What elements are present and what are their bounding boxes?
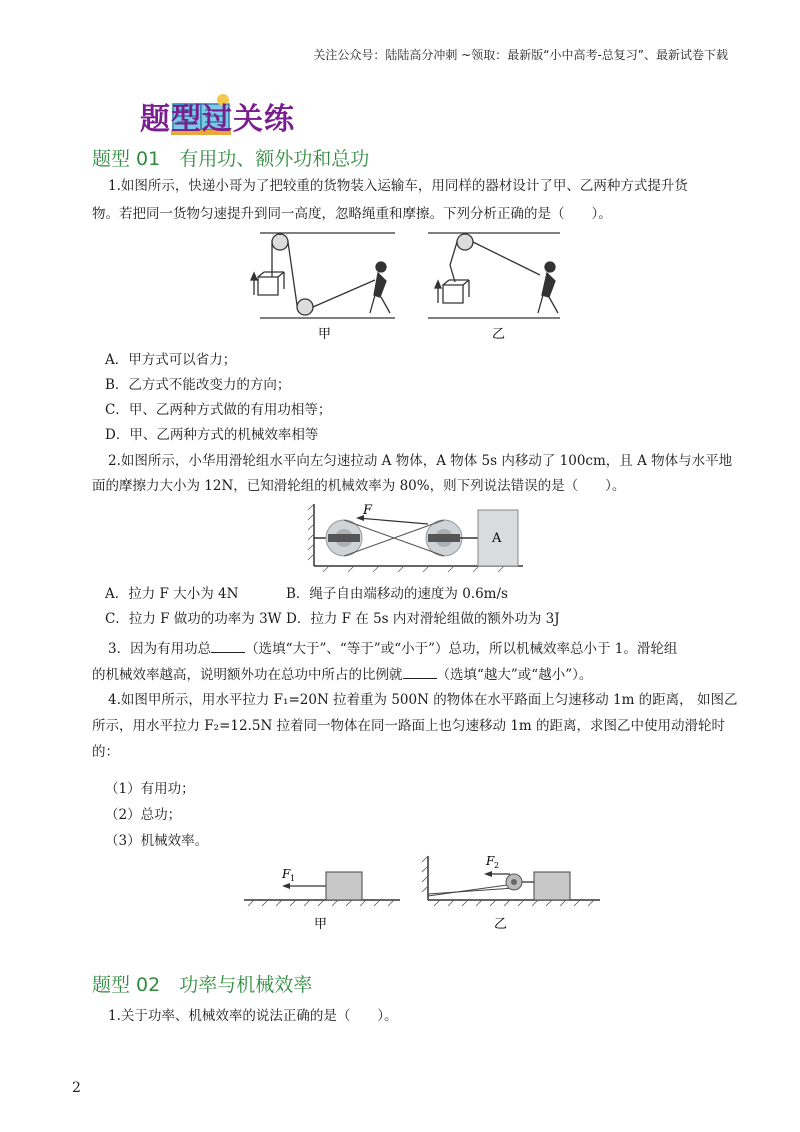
q4-label-jia: 甲 <box>314 917 328 932</box>
q3-blank-2[interactable] <box>403 664 437 679</box>
q1-option-a: A．甲方式可以省力； <box>105 352 237 368</box>
q4-f1-sub: 1 <box>290 874 296 883</box>
q2-line1: 2.如图所示，小华用滑轮组水平向左匀速拉动 A 物体，A 物体 5s 内移动了 100cm，且 A 物体与水平地 <box>108 453 733 469</box>
q1-line1: 1.如图所示，快递小哥为了把较重的货物装入运输车，用同样的器材设计了甲、乙两种方式提升货 <box>108 178 688 194</box>
page-number: 2 <box>72 1080 81 1096</box>
q4-f2-sub: 2 <box>494 861 500 870</box>
pulley-figure-q1 <box>250 225 570 350</box>
section-title-2: 题型 02 功率与机械效率 <box>92 974 313 996</box>
q1-option-b: B．乙方式不能改变力的方向； <box>105 377 291 393</box>
q3-part1: 3．因为有用功总 <box>108 641 212 657</box>
force-figure-q4 <box>240 852 610 934</box>
q4-f1-label: F <box>282 867 291 881</box>
q3-part2: （选填“大于”、“等于”或“小于”）总功，所以机械效率总小于 1。滑轮组 <box>245 641 678 657</box>
q3-line2a: 的机械效率越高，说明额外功在总功中所占的比例就 <box>92 667 403 683</box>
q1-line2: 物。若把同一货物匀速提升到同一高度，忽略绳重和摩擦。下列分析正确的是（ ）。 <box>92 206 612 222</box>
q5-line1: 1.关于功率、机械效率的说法正确的是（ ）。 <box>108 1008 398 1024</box>
banner-title: 题型过关练 <box>140 102 295 137</box>
figure-yi <box>428 233 560 318</box>
q4-sub2: （2）总功； <box>105 807 182 823</box>
page-header: 关注公众号：陆陆高分冲刺 ~领取：最新版“小中高考-总复习”、最新试卷下载 <box>313 48 728 62</box>
q2-option-b: B．绳子自由端移动的速度为 0.6m/s <box>286 586 508 602</box>
q2-line2: 面的摩擦力大小为 12N，已知滑轮组的机械效率为 80%，则下列说法错误的是（ ）。 <box>92 478 626 494</box>
q2-force-label: F <box>363 503 373 518</box>
q3-line2 <box>92 661 592 689</box>
q4-line3: 的： <box>92 744 119 760</box>
q2-option-d: D．拉力 F 在 5s 内对滑轮组做的额外功为 3J <box>286 611 560 627</box>
pulley-figure-q2 <box>308 500 528 575</box>
q4-f2-label: F <box>486 854 495 868</box>
q4-sub1: （1）有用功； <box>105 781 195 797</box>
q4-label-yi: 乙 <box>494 917 508 932</box>
q4-line2: 所示，用水平拉力 F₂=12.5N 拉着同一物体在同一路面上也匀速移动 1m 的距离，求图乙中使用动滑轮时 <box>92 718 726 734</box>
q3-line1 <box>108 635 677 663</box>
q1-option-c: C．甲、乙两种方式做的有用功相等； <box>105 402 332 418</box>
q4-sub3: （3）机械效率。 <box>105 833 209 849</box>
q3-blank-1[interactable] <box>211 638 245 653</box>
figure-label-yi: 乙 <box>492 327 506 342</box>
q2-block-label: A <box>492 531 502 546</box>
q2-option-c: C．拉力 F 做功的功率为 3W <box>105 611 282 627</box>
q3-line2b: （选填“越大”或“越小”）。 <box>436 667 593 683</box>
q1-option-d: D．甲、乙两种方式的机械效率相等 <box>105 427 319 443</box>
figure-jia <box>251 233 395 318</box>
q4-line1: 4.如图甲所示，用水平拉力 F₁=20N 拉着重为 500N 的物体在水平路面上匀速移动 1m 的距离， 如图乙 <box>108 692 738 708</box>
section-title-1: 题型 01 有用功、额外功和总功 <box>92 148 370 170</box>
q2-option-a: A．拉力 F 大小为 4N <box>105 586 239 602</box>
figure-label-jia: 甲 <box>318 327 332 342</box>
